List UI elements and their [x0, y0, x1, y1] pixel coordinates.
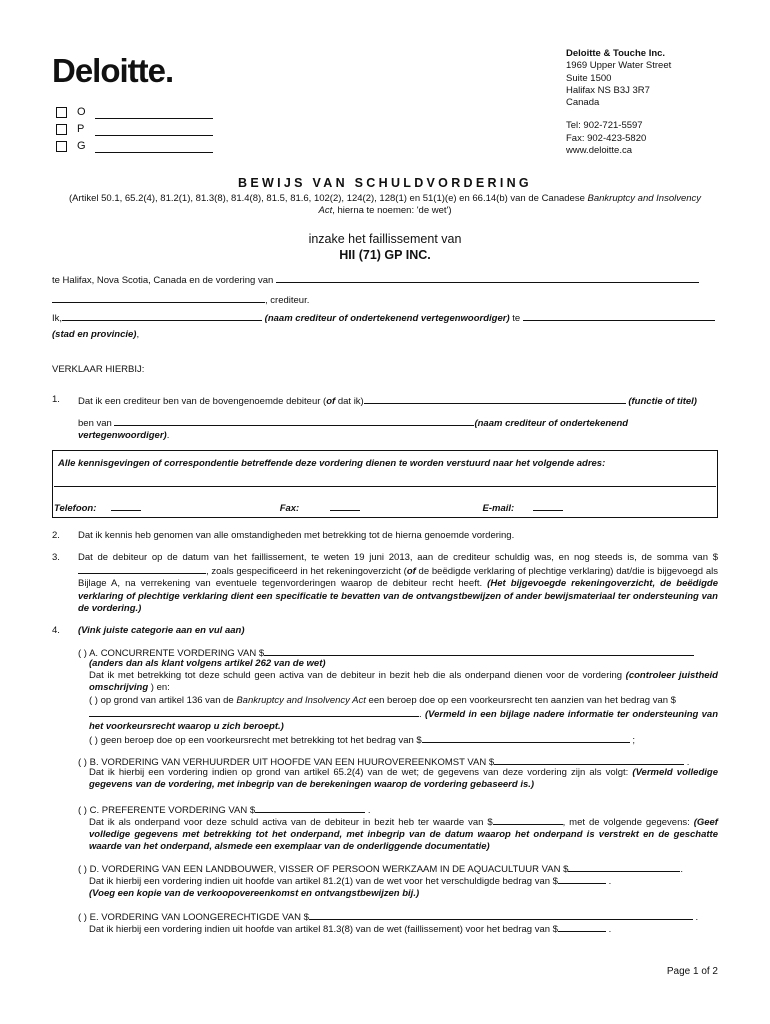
section-a-body: (anders dan als klant volgens artikel 262 van de wet) Dat ik met betrekking tot deze schuld geen activa van de debiteur in bezit heb die als onderpand dienen voor de vordering (controleer juistheid omschrijving ) en: ( ) op grond van artikel 136 van de Bankruptcy and Insolvency Act een beroep doe op een voorkeursrecht ten aanzien van het bedrag van $ . (Vermeld in een bijlage nadere informatie ter ondersteuning van het voorkeursrecht waarop u zich beroept.) ( ) geen beroep doe op een voorkeursrecht met betrekking tot het bedrag van $ ; [89, 658, 718, 747]
declare-heading: VERKLAAR HIERBIJ: [52, 364, 145, 375]
a-amount-field[interactable] [264, 646, 694, 656]
checkbox[interactable] [56, 141, 67, 152]
a-preferred-amount-field[interactable] [89, 707, 419, 717]
city-field[interactable] [523, 311, 715, 321]
section-b-title[interactable]: ( ) B. VORDERING VAN VERHUURDER UIT HOOFDE VAN EEN HUUROVEREENKOMST VAN $ . [78, 757, 690, 768]
ik-line: Ik, (naam crediteur of ondertekenend vertegenwoordiger) te [52, 311, 718, 325]
p2-text: Dat ik kennis heb genomen van alle omstandigheden met betrekking tot de hierna genoemde vordering. [78, 530, 515, 541]
address-block [566, 48, 671, 157]
a-no-pref-amount-field[interactable] [422, 733, 630, 743]
page-number: Page 1 of 2 [666, 966, 718, 977]
section-d-title[interactable]: ( ) D. VORDERING VAN EEN LANDBOUWER, VISSER OF PERSOON WERKZAAM IN DE AQUACULTUUR VAN $ . [78, 864, 684, 875]
section-e-title[interactable]: ( ) E. VORDERING VAN LOONGERECHTIGDE VAN $ . [78, 912, 699, 923]
fill-line[interactable] [95, 141, 213, 153]
city-line: (stad en provincie), [52, 329, 140, 340]
category-checkboxes [56, 104, 213, 155]
c-value-field[interactable] [493, 815, 563, 825]
d-amount-field[interactable] [568, 862, 680, 872]
checkbox-row-o[interactable]: O [56, 104, 213, 121]
contact-fax: Fax: 902-423-5820 [566, 132, 647, 144]
section-a-title[interactable]: ( ) A. CONCURRENTE VORDERING VAN $ [78, 646, 718, 660]
document-subtitle: (Artikel 50.1, 65.2(4), 81.2(1), 81.3(8), 81.4(8), 81.5, 81.6, 102(2), 124(2), 128(1) en 51(1)(e) en 66.14(b) van de Canadese Bankruptcy and Insolvency Act, hierna te noemen: 'de wet') [68, 193, 702, 216]
p2-number: 2. [52, 530, 60, 541]
address-field[interactable] [54, 486, 716, 487]
checkbox-row-g[interactable]: G [56, 138, 213, 155]
creditor-field[interactable] [52, 293, 265, 303]
b-amount-field[interactable] [494, 755, 684, 765]
address-line-street: 1969 Upper Water Street [566, 60, 672, 72]
c-amount-field[interactable] [255, 803, 365, 813]
fax-label: Fax: [279, 503, 300, 514]
represented-field[interactable] [114, 416, 474, 426]
p4-text: (Vink juiste categorie aan en vul aan) [78, 625, 245, 636]
address-line-company: Deloitte & Touche Inc. [566, 48, 666, 59]
claim-of-field[interactable] [276, 273, 699, 283]
p3-number: 3. [52, 552, 60, 563]
contact-tel: Tel: 902-721-5597 [566, 120, 643, 132]
section-e-body: Dat ik hierbij een vordering indien uit hoofde van artikel 81.3(8) van de wet (faillissement) voor het bedrag van $ . [89, 924, 612, 935]
fill-line[interactable] [95, 124, 213, 136]
amount-field[interactable] [78, 564, 206, 574]
section-c-title[interactable]: ( ) C. PREFERENTE VORDERING VAN $ . [78, 805, 371, 816]
role-field[interactable] [364, 394, 626, 404]
phone-label: Telefoon: [54, 503, 97, 514]
document-title: BEWIJS VAN SCHULDVORDERING [238, 176, 532, 190]
section-b-body: Dat ik hierbij een vordering indien op grond van artikel 65.2(4) van de wet; de gegevens van deze vordering zijn als volgt: (Vermeld volledige gegevens van de vordering, met inbegrip van de berekeningen waarop de vordering gebaseerd is.) [89, 767, 718, 791]
debtor-name: HII (71) GP INC. [339, 248, 431, 262]
name-field[interactable] [62, 311, 262, 321]
checkbox-row-p[interactable]: P [56, 121, 213, 138]
fax-field[interactable] [330, 501, 360, 511]
checkbox[interactable] [56, 107, 67, 118]
notice-text: Alle kennisgevingen of correspondentie betreffende deze vordering dienen te worden verstuurd naar het volgende adres: [58, 458, 606, 469]
deloitte-logo: Deloitte. [52, 52, 174, 89]
section-c-body: Dat ik als onderpand voor deze schuld activa van de debiteur in bezit heb ter waarde van $ , met de volgende gegevens: (Geef volledige gegevens met betrekking tot het onderpand, met inbegrip van de datum waarop het onderpand is verstrekt en de geschatte waarde van het onderpand, alsmede een exemplaar van de onderliggende documentatie) [89, 817, 718, 853]
contact-web: www.deloitte.ca [566, 145, 633, 157]
p1-text: Dat ik een crediteur ben van de bovengenoemde debiteur (of dat ik) (functie of titel) [78, 396, 697, 407]
p1-text-2: ben van (naam crediteur of ondertekenend vertegenwoordiger). [78, 418, 629, 442]
address-line-city: Halifax NS B3J 3R7 [566, 84, 650, 96]
p3-text: Dat de debiteur op de datum van het faillissement, te weten 19 juni 2013, aan de crediteur schuldig was, en nog steeds is, de somma van $, zoals gespecificeerd in het rekeningoverzicht (of de beëdigde verklaring of plechtige verklaring) dat/die is bijgevoegd als Bijlage A, na verrekening van eventuele tegenvorderingen waarop de debiteur recht heeft. (Het bijgevoegde rekeningoverzicht, de beëdigde verklaring of plechtige verklaring dient een specificatie te bevatten van de ontvangstbewijzen of ander bewijsmateriaal ter ondersteuning van de vordering.) [78, 552, 718, 614]
contact-fields [54, 501, 716, 514]
address-line-country: Canada [566, 97, 600, 109]
phone-field[interactable] [111, 501, 141, 511]
e-amount-field[interactable] [309, 910, 693, 920]
p4-number: 4. [52, 625, 60, 636]
location-line: te Halifax, Nova Scotia, Canada en de vordering van [52, 273, 718, 287]
section-d-body: Dat ik hierbij een vordering indien uit hoofde van artikel 81.2(1) van de wet voor het verschuldigde bedrag van $ . (Voeg een kopie van de verkoopovereenkomst en ontvangstbewijzen bij.) [89, 876, 612, 900]
d-owed-field[interactable] [558, 874, 606, 884]
checkbox[interactable] [56, 124, 67, 135]
p1-number: 1. [52, 394, 60, 405]
bankruptcy-heading: inzake het faillissement van [308, 232, 462, 246]
e-owed-field[interactable] [558, 922, 606, 932]
email-field[interactable] [533, 501, 563, 511]
email-label: E-mail: [482, 503, 515, 514]
fill-line[interactable] [95, 107, 213, 119]
creditor-line: , crediteur. [52, 293, 718, 307]
address-line-suite: Suite 1500 [566, 72, 612, 84]
